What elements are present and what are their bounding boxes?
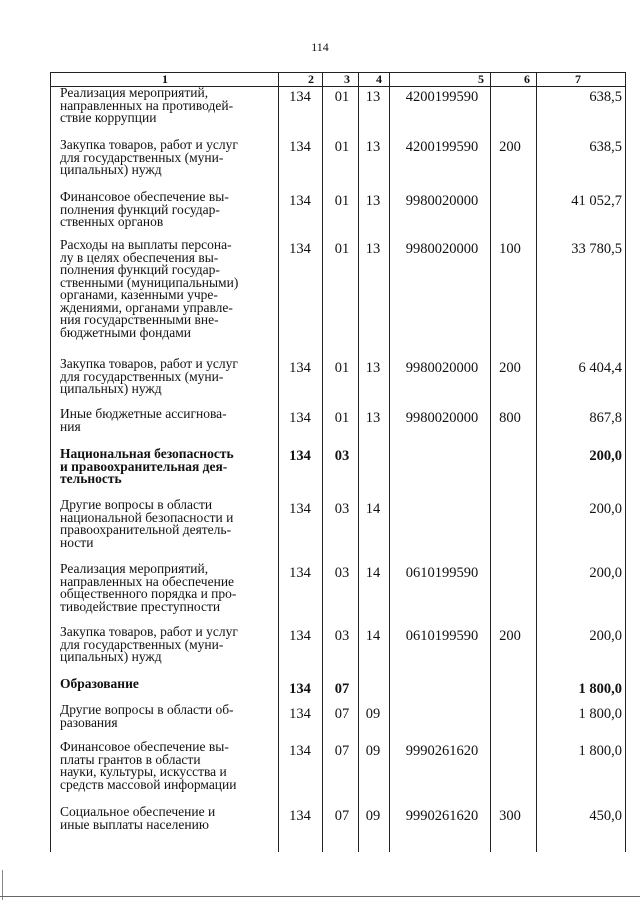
- row-cell-c6: 200: [499, 139, 521, 155]
- row-cell-c6: 200: [499, 360, 521, 376]
- row-cell-c3: 07: [334, 681, 350, 697]
- row-cell-c5: 4200199590: [405, 139, 479, 155]
- row-cell-c3: 01: [334, 410, 350, 426]
- row-cell-c2: 134: [289, 501, 311, 517]
- row-cell-c3: 03: [334, 501, 350, 517]
- row-cell-c2: 134: [289, 241, 311, 257]
- row-cell-c3: 07: [334, 743, 350, 759]
- row-cell-c3: 01: [334, 241, 350, 257]
- row-cell-c3: 01: [334, 360, 350, 376]
- row-cell-c6: 800: [499, 410, 521, 426]
- column-divider: [536, 72, 537, 852]
- row-cell-c4: 13: [365, 193, 381, 209]
- row-cell-c7: 867,8: [589, 410, 622, 426]
- row-cell-c7: 1 800,0: [578, 706, 622, 722]
- column-divider: [278, 72, 279, 852]
- row-name: Иные бюджетные ассигнова- ния: [60, 406, 227, 434]
- row-cell-c4: 13: [365, 360, 381, 376]
- row-cell-c3: 01: [334, 193, 350, 209]
- row-cell-c2: 134: [289, 410, 311, 426]
- row-name: Другие вопросы в области об- разования: [60, 702, 234, 730]
- row-cell-c2: 134: [289, 139, 311, 155]
- row-cell-c7: 638,5: [589, 89, 622, 105]
- column-header-7: 7: [575, 72, 581, 86]
- row-cell-c2: 134: [289, 89, 311, 105]
- row-cell-c5: 9990261620: [405, 808, 479, 824]
- row-name: Социальное обеспечение и иные выплаты населению: [60, 804, 216, 832]
- row-cell-c3: 07: [334, 808, 350, 824]
- row-cell-c5: 9980020000: [405, 410, 479, 426]
- row-cell-c7: 200,0: [589, 628, 622, 644]
- column-header-3: 3: [344, 72, 350, 86]
- column-divider: [50, 72, 51, 852]
- row-name: Другие вопросы в области национальной безопасности и правоохранительной деятель- ности: [60, 497, 234, 550]
- row-cell-c2: 134: [289, 628, 311, 644]
- row-name: Реализация мероприятий, направленных на противодей- ствие коррупции: [60, 85, 234, 125]
- row-cell-c7: 33 780,5: [571, 241, 622, 257]
- row-cell-c4: 14: [365, 501, 381, 517]
- row-cell-c3: 01: [334, 89, 350, 105]
- row-cell-c3: 03: [334, 448, 350, 464]
- row-cell-c5: 9980020000: [405, 241, 479, 257]
- row-name: Закупка товаров, работ и услуг для государственных (муни- ципальных) нужд: [60, 137, 238, 177]
- row-cell-c7: 638,5: [589, 139, 622, 155]
- row-cell-c7: 1 800,0: [578, 681, 622, 697]
- column-divider: [625, 72, 626, 852]
- row-cell-c7: 41 052,7: [571, 193, 622, 209]
- row-name: Расходы на выплаты персона- лу в целях обеспечения вы- полнения функций государ- ственными (муниципальными) органами, казенными учре- ждениями, органами управле- ния государственными вне- бюджетными фондами: [60, 237, 239, 340]
- row-cell-c4: 14: [365, 565, 381, 581]
- row-cell-c7: 1 800,0: [578, 743, 622, 759]
- column-header-2: 2: [308, 72, 314, 86]
- row-name: Образование: [60, 676, 139, 691]
- row-name: Реализация мероприятий, направленных на обеспечение общественного порядка и про- тиводействие преступности: [60, 561, 237, 614]
- page-bottom-rule: [0, 896, 640, 897]
- row-cell-c5: 4200199590: [405, 89, 479, 105]
- column-divider: [389, 72, 390, 852]
- row-cell-c6: 100: [499, 241, 521, 257]
- row-cell-c3: 07: [334, 706, 350, 722]
- row-cell-c2: 134: [289, 193, 311, 209]
- row-name: Национальная безопасность и правоохранительная дея- тельность: [60, 446, 234, 486]
- row-cell-c4: 13: [365, 139, 381, 155]
- row-cell-c2: 134: [289, 565, 311, 581]
- row-cell-c7: 450,0: [589, 808, 622, 824]
- row-name: Финансовое обеспечение вы- полнения функций государ- ственных органов: [60, 189, 229, 229]
- row-cell-c4: 09: [365, 808, 381, 824]
- row-name: Закупка товаров, работ и услуг для государственных (муни- ципальных) нужд: [60, 624, 238, 664]
- row-cell-c7: 200,0: [589, 448, 622, 464]
- row-cell-c7: 6 404,4: [578, 360, 622, 376]
- column-header-6: 6: [524, 72, 530, 86]
- column-header-5: 5: [478, 72, 484, 86]
- column-header-1: 1: [162, 72, 168, 86]
- row-cell-c5: 0610199590: [405, 628, 479, 644]
- row-cell-c5: 0610199590: [405, 565, 479, 581]
- row-cell-c4: 13: [365, 89, 381, 105]
- column-divider: [490, 72, 491, 852]
- row-cell-c4: 09: [365, 743, 381, 759]
- row-cell-c2: 134: [289, 360, 311, 376]
- row-cell-c4: 14: [365, 628, 381, 644]
- row-cell-c5: 9980020000: [405, 193, 479, 209]
- budget-table: [50, 72, 626, 852]
- row-cell-c3: 03: [334, 628, 350, 644]
- row-cell-c2: 134: [289, 808, 311, 824]
- row-cell-c3: 03: [334, 565, 350, 581]
- row-name: Финансовое обеспечение вы- платы грантов в области науки, культуры, искусства и средств массовой информации: [60, 739, 237, 792]
- row-cell-c7: 200,0: [589, 501, 622, 517]
- row-cell-c4: 13: [365, 410, 381, 426]
- row-cell-c2: 134: [289, 706, 311, 722]
- row-cell-c7: 200,0: [589, 565, 622, 581]
- row-cell-c4: 09: [365, 706, 381, 722]
- row-cell-c5: 9980020000: [405, 360, 479, 376]
- table-top-border: [50, 72, 626, 73]
- row-cell-c6: 300: [499, 808, 521, 824]
- column-header-4: 4: [376, 72, 382, 86]
- row-cell-c2: 134: [289, 681, 311, 697]
- row-name: Закупка товаров, работ и услуг для государственных (муни- ципальных) нужд: [60, 356, 238, 396]
- row-cell-c5: 9990261620: [405, 743, 479, 759]
- column-divider: [322, 72, 323, 852]
- row-cell-c6: 200: [499, 628, 521, 644]
- column-divider: [358, 72, 359, 852]
- row-cell-c2: 134: [289, 743, 311, 759]
- row-cell-c2: 134: [289, 448, 311, 464]
- row-cell-c3: 01: [334, 139, 350, 155]
- row-cell-c4: 13: [365, 241, 381, 257]
- page-number: 114: [311, 40, 329, 54]
